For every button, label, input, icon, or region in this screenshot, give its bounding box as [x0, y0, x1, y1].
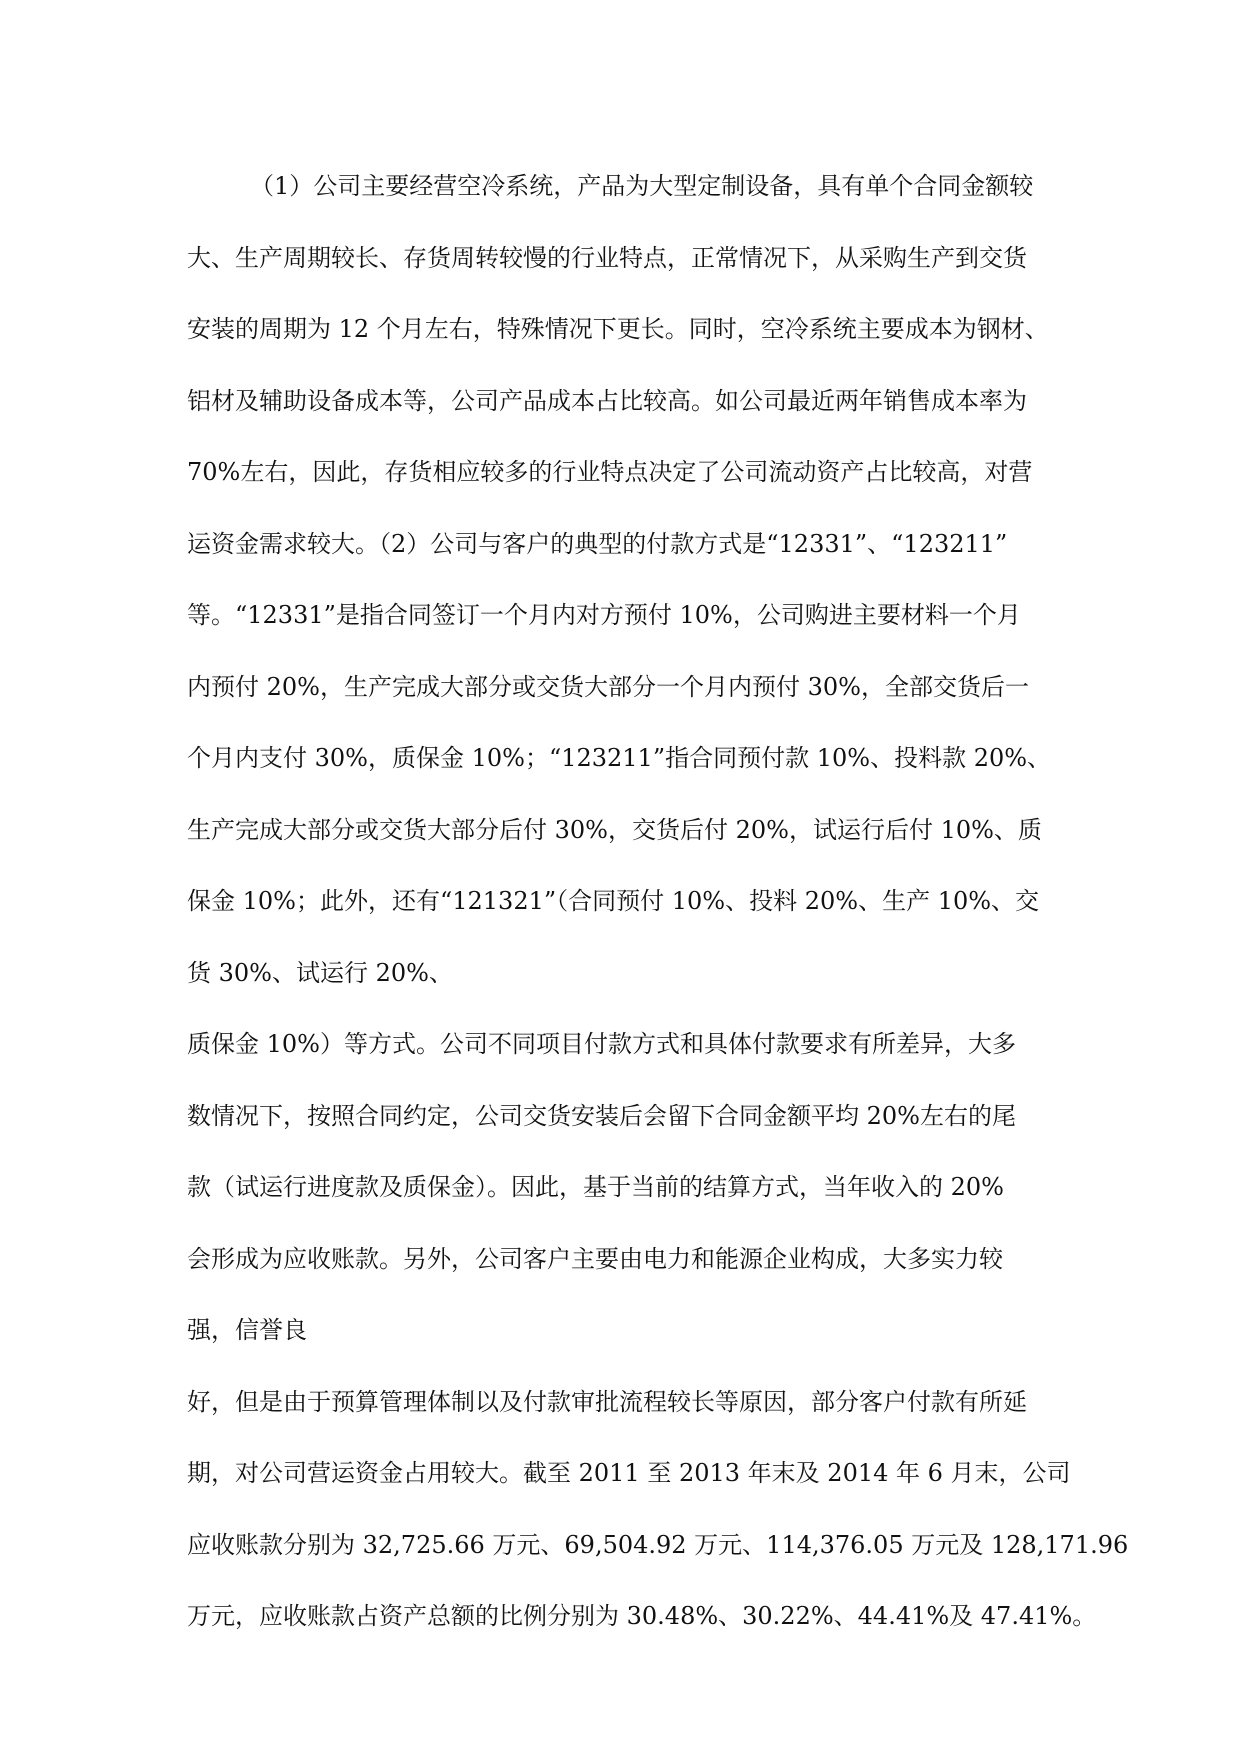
- text-line: 生产完成大部分或交货大部分后付 30%，交货后付 20%，试运行后付 10%、质: [187, 815, 1042, 844]
- body-paragraph: [187, 161, 1129, 1663]
- text-line: 期，对公司营运资金占用较大。截至 2011 至 2013 年末及 2014 年 6 月末，公司: [187, 1459, 1071, 1487]
- text-line: 万元，应收账款占资产总额的比例分别为 30.48%、30.22%、44.41%及 47.41%。: [187, 1602, 1097, 1630]
- text-line: 货 30%、试运行 20%、: [187, 958, 453, 987]
- text-line: 安装的周期为 12 个月左右，特殊情况下更长。同时，空冷系统主要成本为钢材、: [187, 315, 1049, 343]
- text-line: 保金 10%；此外，还有“121321”（合同预付 10%、投料 20%、生产 10%、交: [187, 887, 1040, 915]
- text-line: 70%左右，因此，存货相应较多的行业特点决定了公司流动资产占比较高，对营: [187, 458, 1033, 486]
- text-line: 好，但是由于预算管理体制以及付款审批流程较长等原因，部分客户付款有所延: [187, 1387, 1027, 1416]
- text-line: 应收账款分别为 32,725.66 万元、69,504.92 万元、114,376.05 万元及 128,171.96: [187, 1530, 1129, 1559]
- text-line: 强，信誉良: [187, 1316, 307, 1344]
- text-line: 运资金需求较大。（2）公司与客户的典型的付款方式是“12331”、“123211”: [187, 529, 1008, 558]
- text-line: 内预付 20%，生产完成大部分或交货大部分一个月内预付 30%，全部交货后一: [187, 672, 1029, 701]
- text-line: 数情况下，按照合同约定，公司交货安装后会留下合同金额平均 20%左右的尾: [187, 1101, 1016, 1130]
- text-line: 等。“12331”是指合同签订一个月内对方预付 10%，公司购进主要材料一个月: [187, 601, 1021, 629]
- text-line: 款（试运行进度款及质保金）。因此，基于当前的结算方式，当年收入的 20%: [187, 1173, 1004, 1201]
- text-line: 质保金 10%）等方式。公司不同项目付款方式和具体付款要求有所差异，大多: [187, 1030, 1016, 1058]
- text-line: 大、生产周期较长、存货周转较慢的行业特点，正常情况下，从采购生产到交货: [187, 243, 1027, 272]
- text-line: 铝材及辅助设备成本等，公司产品成本占比较高。如公司最近两年销售成本率为: [187, 386, 1027, 415]
- text-line: 个月内支付 30%，质保金 10%；“123211”指合同预付款 10%、投料款 20%、: [187, 744, 1052, 772]
- text-line: 会形成为应收账款。另外，公司客户主要由电力和能源企业构成，大多实力较: [187, 1244, 1003, 1273]
- text-line: （1）公司主要经营空冷系统，产品为大型定制设备，具有单个合同金额较: [250, 172, 1034, 200]
